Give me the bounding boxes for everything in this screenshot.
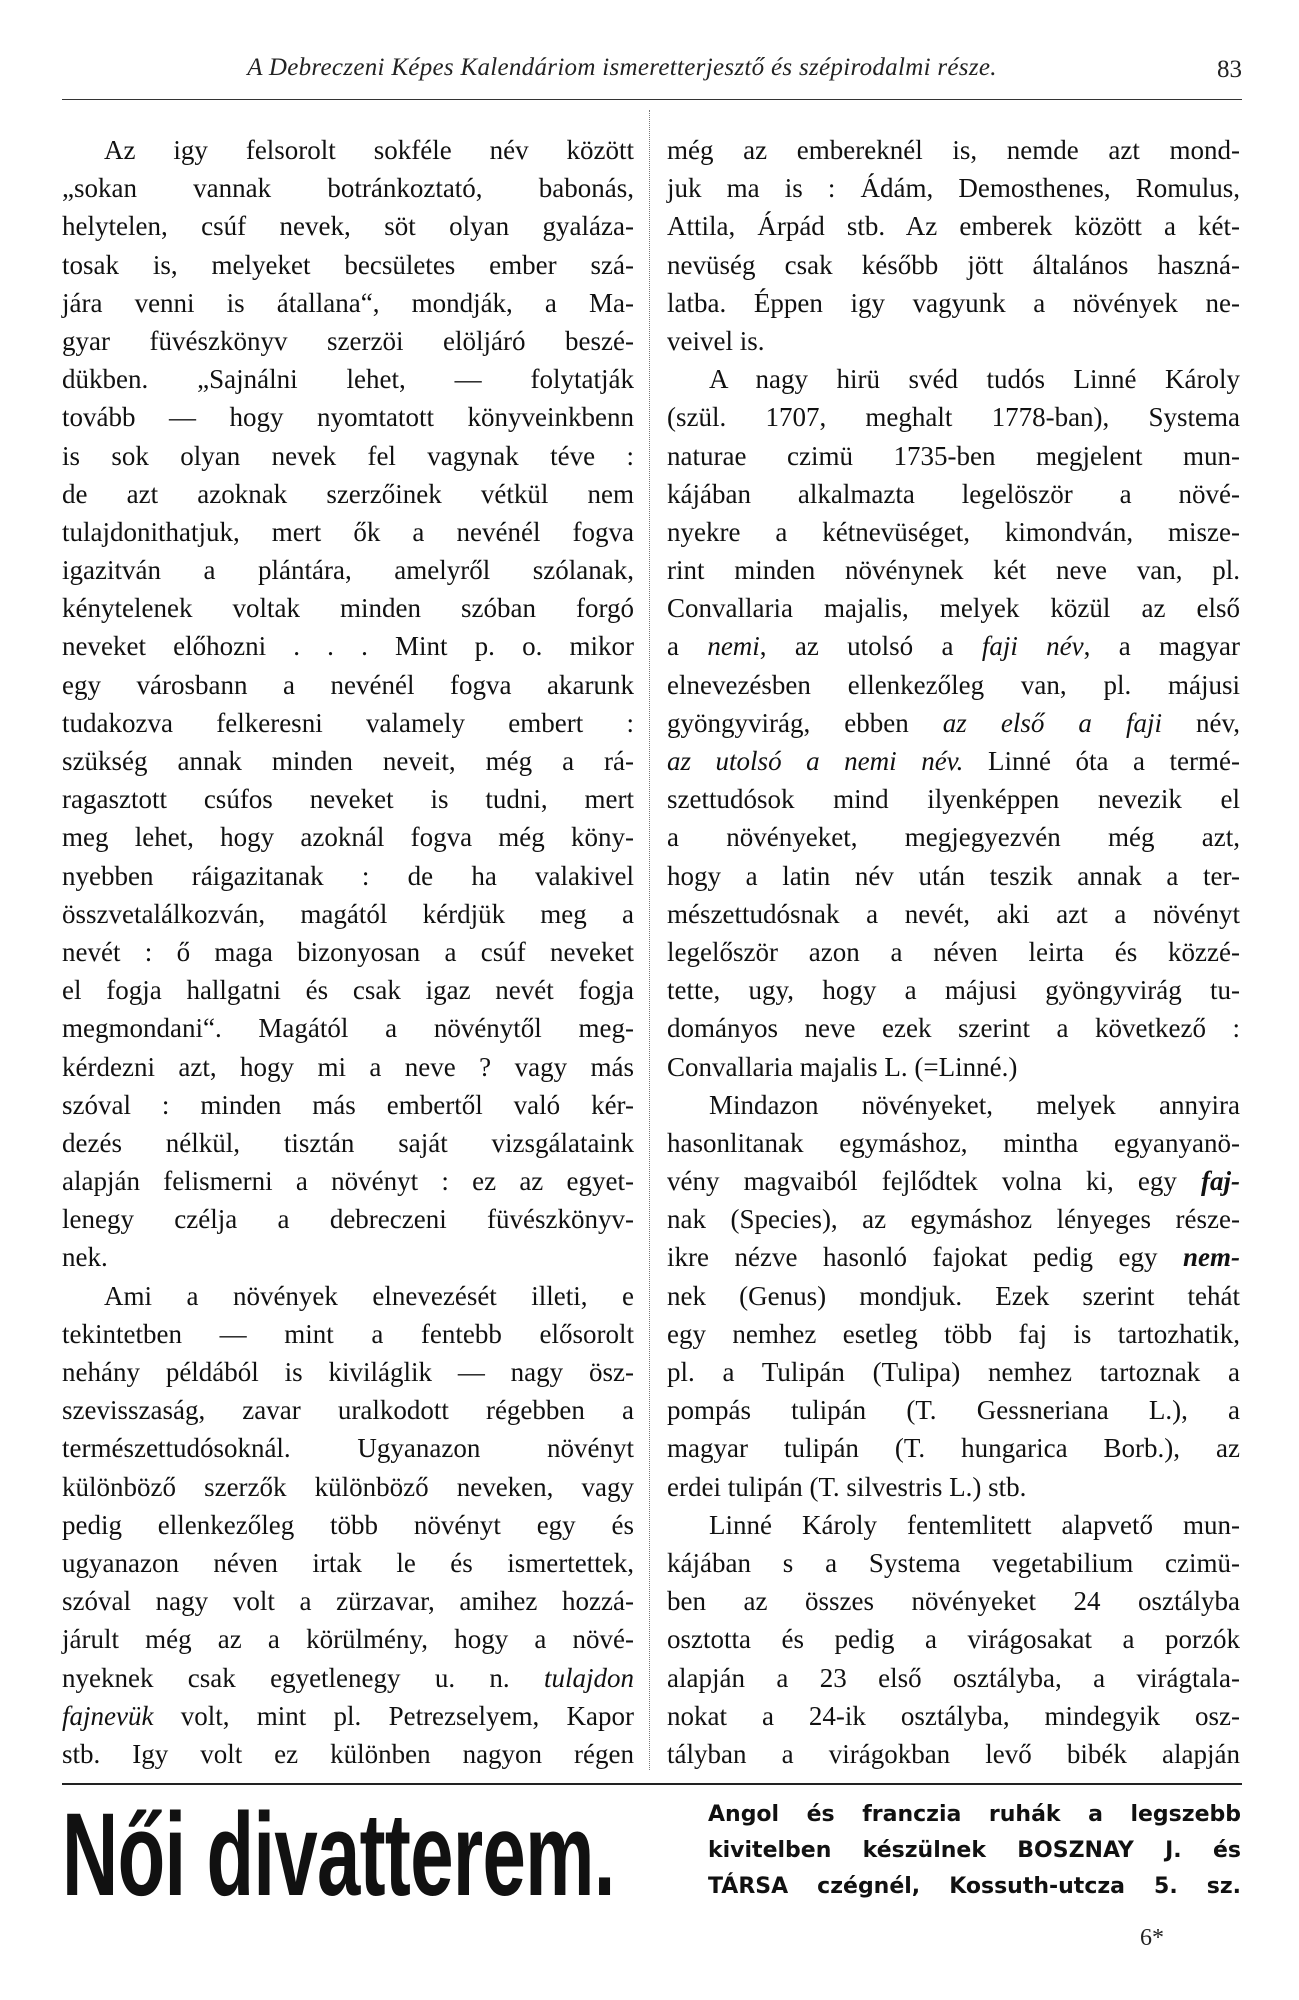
- text-line: [667, 475, 1240, 513]
- text-segment: pompás tulipán (T. Gessneriana L.), a: [667, 1395, 1240, 1426]
- text-line: [62, 551, 634, 589]
- page-number: 83: [1217, 56, 1242, 83]
- running-header: [62, 52, 1242, 92]
- header-title: A Debreczeni Képes Kalendáriom ismeretterjesztő és szépirodalmi része.: [247, 54, 997, 81]
- text-segment: rint minden növénynek két neve van, pl.: [667, 555, 1240, 586]
- emphasized-text: faj-: [1201, 1166, 1240, 1197]
- text-line: [62, 398, 634, 436]
- text-line: [62, 895, 634, 933]
- header-rule: [62, 99, 1242, 100]
- text-segment: Linné óta a termé-: [963, 746, 1240, 776]
- text-segment: lenegy czélja a debreczeni füvészkönyv-: [62, 1204, 634, 1235]
- text-line: [62, 742, 634, 780]
- text-line: [667, 1353, 1240, 1391]
- text-segment: meg lehet, hogy azoknál fogva még köny-: [62, 822, 634, 853]
- text-line: [62, 1735, 634, 1773]
- text-segment: a növényeket, megjegyezvén még azt,: [667, 822, 1240, 853]
- text-line: [667, 131, 1240, 169]
- text-line: [62, 971, 634, 1009]
- text-segment: megmondani“. Magától a növénytől meg-: [62, 1013, 634, 1044]
- text-line: [62, 666, 634, 704]
- text-line: [62, 131, 634, 169]
- text-segment: szóval nagy volt a zürzavar, amihez hozzá-: [62, 1586, 634, 1617]
- left-column: [62, 131, 634, 1773]
- text-segment: nek.: [62, 1242, 108, 1273]
- text-line: [667, 704, 1240, 742]
- text-line: [62, 246, 634, 284]
- advertisement-line: kivitelben készülnek BOSZNAY J. és: [708, 1838, 1241, 1863]
- text-segment: nokat a 24-ik osztályba, mindegyik osz-: [667, 1700, 1240, 1731]
- text-segment: név,: [1161, 707, 1240, 738]
- text-segment: jára venni is átallana“, mondják, a Ma-: [62, 287, 634, 318]
- text-line: [62, 1315, 634, 1353]
- column-divider: [649, 110, 650, 1770]
- text-segment: tovább — hogy nyomtatott könyveinkbenn: [62, 402, 634, 433]
- text-segment: szükség annak minden neveit, még a rá-: [62, 746, 634, 776]
- text-segment: neveket előhozni . . . Mint p. o. mikor: [62, 631, 634, 662]
- text-segment: osztotta és pedig a virágosakat a porzók: [667, 1624, 1240, 1655]
- advertisement-line: Angol és franczia ruhák a legszebb: [708, 1802, 1241, 1827]
- text-segment: nyeknek csak egyetlenegy u. n.: [62, 1662, 544, 1693]
- text-line: [62, 1124, 634, 1162]
- text-segment: erdei tulipán (T. silvestris L.) stb.: [667, 1471, 1027, 1502]
- text-line: [62, 1391, 634, 1429]
- advertisement-line: TÁRSA czégnél, Kossuth-utcza 5. sz.: [708, 1874, 1241, 1899]
- text-segment: nyebben ráigazitanak : de ha valakivel: [62, 860, 634, 891]
- text-segment: nevüség csak később jött általános haszná-: [667, 249, 1240, 280]
- text-line: [667, 1315, 1240, 1353]
- text-segment: szevisszaság, zavar uralkodott régebben a: [62, 1395, 634, 1426]
- text-segment: hasonlitanak egymáshoz, mintha egyanyanö-: [667, 1127, 1240, 1158]
- text-line: [667, 1162, 1240, 1200]
- text-line: [667, 780, 1240, 818]
- text-line: [667, 1659, 1240, 1697]
- text-segment: kájában s a Systema vegetabilium czimü-: [667, 1547, 1240, 1578]
- text-line: [62, 475, 634, 513]
- text-line: [62, 627, 634, 665]
- text-line: [667, 971, 1240, 1009]
- text-line: [62, 1277, 634, 1315]
- text-segment: tekintetben — mint a fentebb elősorolt: [62, 1318, 634, 1349]
- text-segment: nek (Genus) mondjuk. Ezek szerint tehát: [667, 1280, 1240, 1311]
- text-segment: volt, mint pl. Petrezselyem, Kapor: [153, 1700, 634, 1731]
- text-line: [62, 857, 634, 895]
- text-line: [667, 1238, 1240, 1276]
- text-segment: Convallaria majalis L. (=Linné.): [667, 1051, 1018, 1082]
- text-segment: a: [667, 631, 708, 662]
- text-segment: legelőször azon a néven leirta és közzé-: [667, 936, 1240, 967]
- text-line: [667, 627, 1240, 665]
- text-segment: szettudósok mind ilyenképpen nevezik el: [667, 784, 1240, 815]
- text-line: [667, 207, 1240, 245]
- text-line: [62, 1238, 634, 1276]
- text-line: [62, 322, 634, 360]
- emphasized-text: az utolsó a nemi név.: [667, 746, 964, 776]
- text-segment: hogy a latin név után teszik annak a ter-: [667, 860, 1240, 891]
- emphasized-text: faji név: [981, 631, 1084, 662]
- text-line: [62, 1506, 634, 1544]
- text-line: [62, 1162, 634, 1200]
- text-line: [667, 169, 1240, 207]
- text-segment: kájában alkalmazta legelöször a növé-: [667, 478, 1240, 509]
- advertisement-rule: [62, 1783, 1242, 1785]
- text-segment: helytelen, csúf nevek, söt olyan gyaláza-: [62, 211, 634, 242]
- text-segment: mészettudósnak a nevét, aki azt a növényt: [667, 898, 1240, 929]
- text-segment: egy nemhez esetleg több faj is tartozhatik,: [667, 1318, 1240, 1349]
- text-line: [667, 322, 1240, 360]
- text-segment: latba. Éppen igy vagyunk a növények ne-: [667, 287, 1240, 318]
- text-segment: egy városbann a nevénél fogva akarunk: [62, 669, 634, 700]
- advertisement-title: Női divatterem.: [62, 1789, 615, 1921]
- text-line: [667, 1391, 1240, 1429]
- text-line: [667, 589, 1240, 627]
- text-line: [667, 246, 1240, 284]
- text-segment: veivel is.: [667, 325, 765, 356]
- text-line: [667, 1697, 1240, 1735]
- text-segment: tosak is, melyeket becsületes ember szá-: [62, 249, 634, 280]
- text-segment: is sok olyan nevek fel vagynak téve :: [62, 440, 634, 471]
- text-line: [62, 360, 634, 398]
- text-segment: tette, ugy, hogy a májusi gyöngyvirág tu-: [667, 975, 1240, 1006]
- text-segment: járult még az a körülmény, hogy a növé-: [62, 1624, 634, 1655]
- text-segment: Ami a növények elnevezését illeti, e: [104, 1280, 634, 1311]
- text-segment: ugyanazon néven irtak le és ismertettek,: [62, 1547, 634, 1578]
- text-line: [667, 818, 1240, 856]
- text-segment: dükben. „Sajnálni lehet, — folytatják: [62, 364, 634, 395]
- emphasized-text: az első a faji: [942, 707, 1162, 738]
- text-segment: tályban a virágokban levő bibék alapján: [667, 1738, 1240, 1769]
- text-segment: gyöngyvirág, ebben: [667, 707, 943, 738]
- emphasized-text: nem-: [1183, 1242, 1240, 1273]
- text-segment: természettudósoknál. Ugyanazon növényt: [62, 1433, 634, 1464]
- advertisement-text: [708, 1797, 1241, 1905]
- text-segment: vény magvaiból fejlődtek volna ki, egy: [667, 1166, 1202, 1197]
- text-line: [62, 1048, 634, 1086]
- signature-mark: 6*: [1140, 1925, 1164, 1951]
- text-line: [62, 1009, 634, 1047]
- text-segment: de azt azoknak szerzőinek vétkül nem: [62, 478, 634, 509]
- text-line: [667, 398, 1240, 436]
- text-segment: kérdezni azt, hogy mi a neve ? vagy más: [62, 1051, 634, 1082]
- text-segment: nehány példából is kiviláglik — nagy ösz-: [62, 1357, 634, 1387]
- text-segment: (szül. 1707, meghalt 1778-ban), Systema: [667, 402, 1240, 433]
- text-segment: ragasztott csúfos neveket is tudni, mert: [62, 784, 634, 815]
- text-segment: Mindazon növényeket, melyek annyira: [709, 1089, 1240, 1120]
- text-line: [667, 1506, 1240, 1544]
- text-segment: Convallaria majalis, melyek közül az első: [667, 593, 1240, 624]
- text-segment: tulajdonithatjuk, mert ők a nevénél fogva: [62, 516, 634, 547]
- text-line: [667, 933, 1240, 971]
- text-segment: pedig ellenkezőleg több növényt egy és: [62, 1509, 634, 1540]
- text-line: [62, 207, 634, 245]
- text-segment: stb. Igy volt ez különben nagyon régen: [62, 1738, 634, 1769]
- text-line: [62, 1353, 634, 1391]
- text-line: [667, 666, 1240, 704]
- text-segment: szóval : minden más embertől való kér-: [62, 1089, 634, 1120]
- emphasized-text: nemi: [707, 631, 760, 662]
- text-segment: alapján felismerni a növényt : ez az egyet-: [62, 1166, 634, 1197]
- text-segment: magyar tulipán (T. hungarica Borb.), az: [667, 1433, 1240, 1464]
- text-segment: még az embereknél is, nemde azt mond-: [667, 135, 1240, 165]
- text-line: [667, 284, 1240, 322]
- text-line: [62, 1468, 634, 1506]
- text-line: [62, 169, 634, 207]
- text-line: [62, 1697, 634, 1735]
- emphasized-text: tulajdon: [543, 1662, 634, 1693]
- text-line: [667, 1048, 1240, 1086]
- text-segment: nevét : ő maga bizonyosan a csúf neveket: [62, 936, 634, 967]
- text-segment: el fogja hallgatni és csak igaz nevét fogja: [62, 975, 634, 1006]
- text-segment: ikre nézve hasonló fajokat pedig egy: [667, 1242, 1183, 1273]
- text-segment: , az utolsó a: [759, 631, 982, 662]
- text-segment: nak (Species), az egymáshoz lényeges része-: [667, 1204, 1240, 1235]
- text-line: [62, 1086, 634, 1124]
- text-segment: különböző szerzők különböző neveken, vagy: [62, 1471, 634, 1502]
- text-line: [62, 1620, 634, 1658]
- text-segment: összvetalálkozván, magától kérdjük meg a: [62, 898, 634, 929]
- text-line: [667, 1277, 1240, 1315]
- text-segment: , a magyar: [1083, 631, 1240, 662]
- right-column: [667, 131, 1240, 1773]
- text-line: [62, 1582, 634, 1620]
- text-line: [667, 1124, 1240, 1162]
- text-line: [667, 1582, 1240, 1620]
- text-line: [667, 742, 1240, 780]
- text-line: [667, 437, 1240, 475]
- text-line: [62, 589, 634, 627]
- text-line: [667, 1086, 1240, 1124]
- text-line: [62, 704, 634, 742]
- text-line: [62, 1659, 634, 1697]
- text-segment: gyar füvészkönyv szerzöi elöljáró beszé-: [62, 325, 634, 356]
- text-segment: elnevezésben ellenkezőleg van, pl. májusi: [667, 669, 1240, 700]
- text-line: [62, 1429, 634, 1467]
- text-segment: dezés nélkül, tisztán saját vizsgálataink: [62, 1127, 634, 1158]
- text-segment: Az igy felsorolt sokféle név között: [104, 135, 634, 165]
- text-segment: dományos neve ezek szerint a következő :: [667, 1013, 1240, 1044]
- emphasized-text: fajnevük: [62, 1700, 154, 1731]
- text-line: [667, 1544, 1240, 1582]
- text-line: [62, 933, 634, 971]
- text-line: [667, 360, 1240, 398]
- text-segment: pl. a Tulipán (Tulipa) nemhez tartoznak a: [667, 1357, 1240, 1387]
- text-segment: tudakozva felkeresni valamely embert :: [62, 707, 634, 738]
- text-segment: kénytelenek voltak minden szóban forgó: [62, 593, 634, 624]
- text-segment: Attila, Árpád stb. Az emberek között a két-: [667, 211, 1240, 242]
- text-segment: Linné Károly fentemlitett alapvető mun-: [709, 1509, 1240, 1540]
- text-line: [667, 513, 1240, 551]
- text-line: [667, 895, 1240, 933]
- text-line: [667, 857, 1240, 895]
- text-segment: „sokan vannak botránkoztató, babonás,: [62, 173, 634, 204]
- text-segment: naturae czimü 1735-ben megjelent mun-: [667, 440, 1240, 471]
- text-segment: igazitván a plántára, amelyről szólanak,: [62, 555, 634, 586]
- text-line: [667, 551, 1240, 589]
- text-line: [667, 1620, 1240, 1658]
- text-line: [667, 1429, 1240, 1467]
- text-line: [62, 437, 634, 475]
- text-segment: alapján a 23 első osztályba, a virágtala-: [667, 1662, 1240, 1693]
- text-line: [667, 1468, 1240, 1506]
- text-line: [62, 1200, 634, 1238]
- text-line: [667, 1200, 1240, 1238]
- text-segment: A nagy hirü svéd tudós Linné Károly: [709, 364, 1240, 395]
- text-line: [62, 780, 634, 818]
- text-segment: nyekre a kétnevüséget, kimondván, misze-: [667, 516, 1240, 547]
- text-line: [667, 1009, 1240, 1047]
- text-segment: ben az összes növényeket 24 osztályba: [667, 1586, 1240, 1617]
- text-line: [62, 1544, 634, 1582]
- text-line: [667, 1735, 1240, 1773]
- text-line: [62, 284, 634, 322]
- text-line: [62, 513, 634, 551]
- text-segment: juk ma is : Ádám, Demosthenes, Romulus,: [667, 173, 1240, 204]
- text-line: [62, 818, 634, 856]
